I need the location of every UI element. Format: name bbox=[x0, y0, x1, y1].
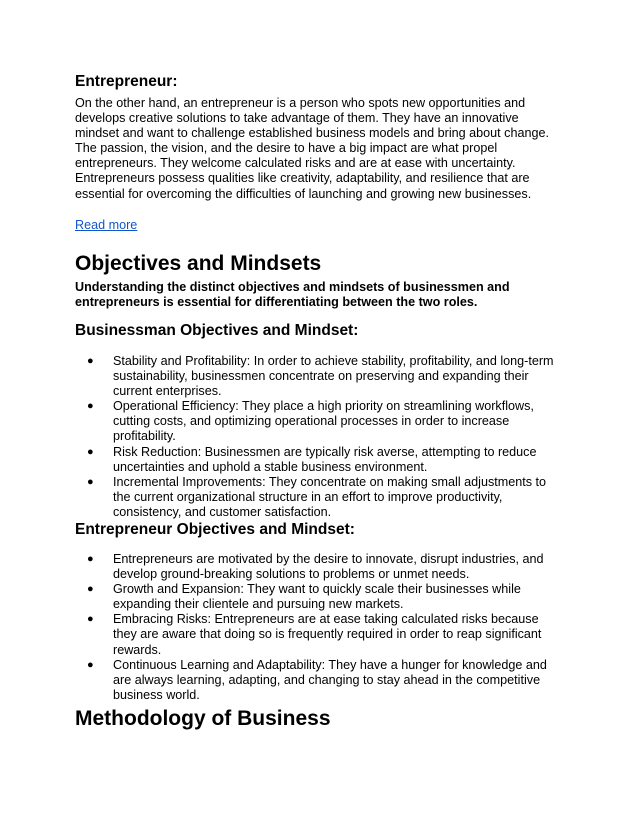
list-item-text: Operational Efficiency: They place a high priority on streamlining workflows, cutting costs, and optimizing operational processes in order to increase profitability. bbox=[113, 399, 534, 444]
businessman-list bbox=[75, 354, 559, 520]
list-item-text: Incremental Improvements: They concentrate on making small adjustments to the current organizational structure in an effort to improve productivity, consistency, and customer satisfaction. bbox=[113, 474, 547, 519]
bullet-icon: ● bbox=[87, 583, 94, 596]
bullet-icon: ● bbox=[87, 445, 94, 458]
list-item-text: Entrepreneurs are motivated by the desire to innovate, disrupt industries, and develop ground-breaking solutions to problems or unmet needs. bbox=[113, 552, 544, 582]
businessman-heading: Businessman Objectives and Mindset: bbox=[75, 322, 359, 339]
entrepreneur-heading: Entrepreneur: bbox=[75, 73, 178, 90]
entrepreneur-objectives-list bbox=[75, 552, 559, 703]
bullet-icon: ● bbox=[87, 553, 94, 565]
list-item bbox=[75, 582, 559, 612]
list-item-text: Embracing Risks: Entrepreneurs are at ease taking calculated risks because they are aware that doing so is frequently required in order to reap significant rewards. bbox=[113, 612, 542, 657]
list-item-text: Risk Reduction: Businessmen are typically risk averse, attempting to reduce uncertainties and uphold a stable business environment. bbox=[113, 444, 537, 474]
objectives-heading: Objectives and Mindsets bbox=[75, 252, 322, 275]
list-item-text: Growth and Expansion: They want to quickly scale their businesses while expanding their clientele and pursuing new markets. bbox=[113, 582, 521, 612]
list-item bbox=[75, 658, 559, 703]
bullet-icon: ● bbox=[87, 355, 94, 367]
objectives-intro: Understanding the distinct objectives and mindsets of businessmen and entrepreneurs is essential for differentiating between the two roles. bbox=[75, 280, 510, 310]
list-item bbox=[75, 552, 559, 582]
methodology-heading: Methodology of Business bbox=[75, 707, 331, 730]
read-more-link[interactable]: Read more bbox=[75, 218, 138, 232]
list-item bbox=[75, 475, 559, 520]
entrepreneur-paragraph: On the other hand, an entrepreneur is a person who spots new opportunities and develops creative solutions to take advantage of them. They have an innovative mindset and want to challenge established business models and bring about change. The passion, the vision, and the desire to have a big impact are what propel entrepreneurs. They welcome calculated risks and are at ease with uncertainty. Entrepreneurs possess qualities like creativity, adaptability, and resilience that are essential for overcoming the difficulties of launching and growing new businesses. bbox=[75, 96, 549, 201]
bullet-icon: ● bbox=[87, 658, 94, 671]
list-item-text: Continuous Learning and Adaptability: They have a hunger for knowledge and are always learning, adapting, and changing to stay ahead in the competitive business world. bbox=[113, 657, 547, 702]
list-item bbox=[75, 612, 559, 657]
list-item bbox=[75, 354, 559, 399]
entrepreneur-objectives-heading: Entrepreneur Objectives and Mindset: bbox=[75, 521, 355, 538]
bullet-icon: ● bbox=[87, 613, 94, 626]
list-item bbox=[75, 445, 559, 475]
list-item bbox=[75, 399, 559, 444]
list-item-text: Stability and Profitability: In order to achieve stability, profitability, and long-term sustainability, businessmen concentrate on preserving and expanding their current enterprises. bbox=[113, 354, 554, 399]
bullet-icon: ● bbox=[87, 400, 94, 413]
bullet-icon: ● bbox=[87, 475, 94, 488]
